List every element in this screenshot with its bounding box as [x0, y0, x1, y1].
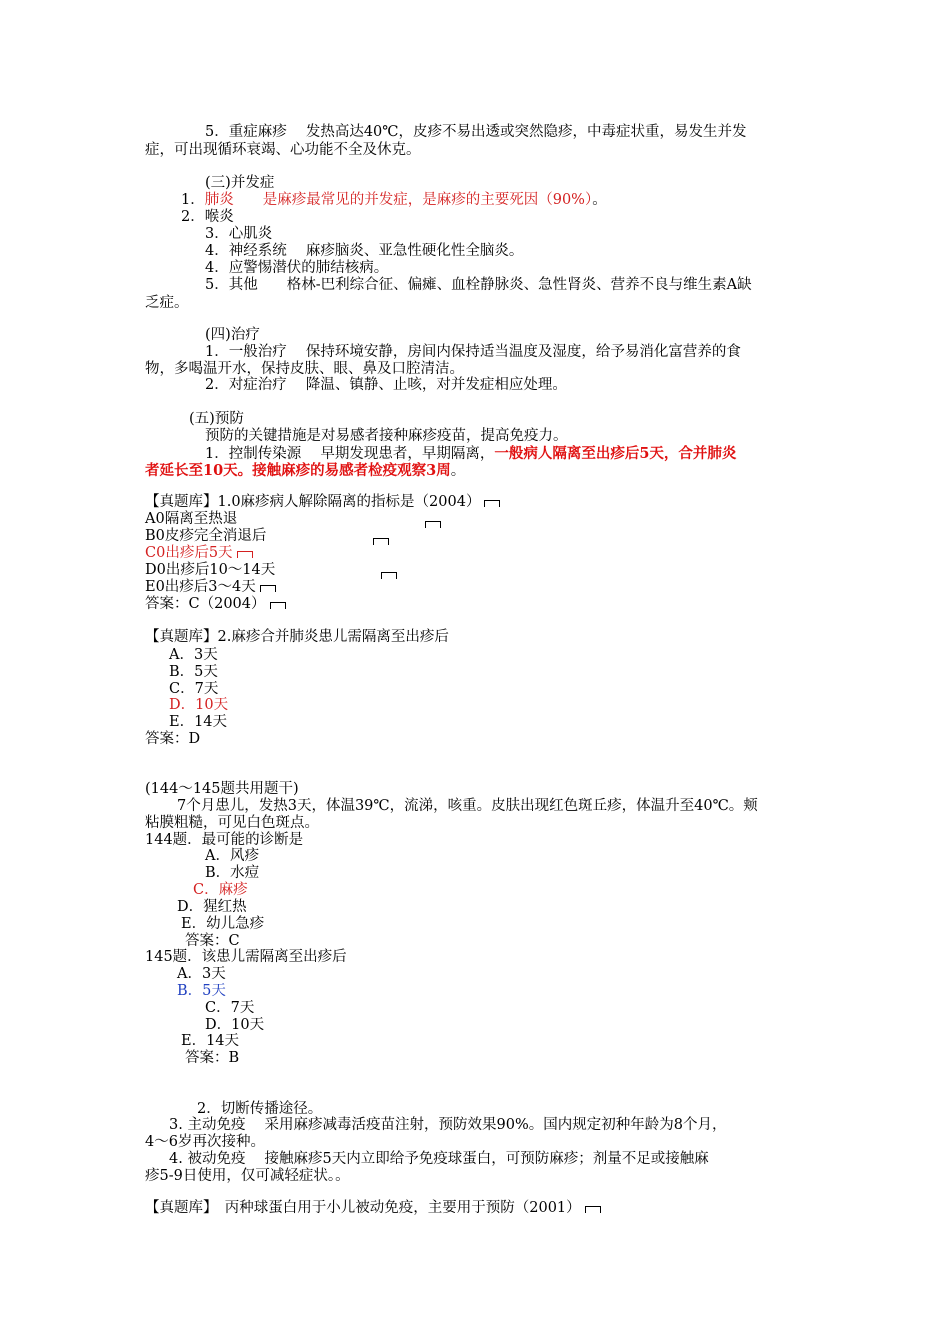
- treatment-general-line-1: 1．一般治疗 保持环境安静，房间内保持适当温度及湿度，给予易消化富营养的食: [205, 344, 741, 360]
- severe-measles-line-2: 症，可出现循环衰竭、心功能不全及休克。: [145, 142, 421, 158]
- complication-item-tuberculosis: 4．应警惕潜伏的肺结核病。: [205, 260, 389, 276]
- q144-option-a: A．风疹: [205, 848, 259, 864]
- measure-active-immunity-line-1: 3. 主动免疫 采用麻疹减毒活疫苗注射，预防效果90%。国内规定初种年龄为8个月，: [169, 1117, 727, 1133]
- q145-option-d: D．10天: [205, 1017, 265, 1033]
- field-mark-icon: [585, 1206, 601, 1213]
- q2-option-e: E．14天: [169, 714, 228, 730]
- isolation-rule-2: 者延长至10天。接触麻疹的易感者检疫观察3周: [145, 462, 451, 479]
- q145-answer: 答案：B: [185, 1050, 240, 1066]
- q2-option-b: B．5天: [169, 664, 218, 680]
- q1-option-c-text: C0出疹后5天: [145, 545, 233, 561]
- q2-option-d: D．10天: [169, 697, 229, 713]
- complication-item-nervous: 4．神经系统 麻疹脑炎、亚急性硬化性全脑炎。: [205, 243, 524, 259]
- complication-item-pneumonia: [181, 192, 607, 209]
- field-mark-icon: [237, 551, 253, 558]
- measure-passive-immunity-line-2: 疹5-9日使用，仅可减轻症状。。: [145, 1168, 350, 1184]
- prevention-control-line-2: [145, 462, 465, 480]
- q144-answer: 答案：C: [185, 933, 240, 949]
- measure-passive-immunity-line-1: 4. 被动免疫 接触麻疹5天内立即给予免疫球蛋白，可预防麻疹；剂量不足或接触麻: [169, 1151, 709, 1167]
- shared-stem-line-1: 7个月患儿，发热3天，体温39℃，流涕，咳重。皮肤出现红色斑丘疹，体温升至40℃。颊: [177, 798, 758, 814]
- q3-stem: [145, 1200, 601, 1217]
- q1-option-d: D0出疹后10～14天: [145, 562, 276, 578]
- shared-stem-title: (144～145题共用题干): [145, 781, 299, 797]
- prevention-key: 预防的关键措施是对易感者接种麻疹疫苗，提高免疫力。: [205, 428, 568, 444]
- q1-option-e: [145, 579, 276, 596]
- prevention-heading: (五)预防: [189, 411, 244, 427]
- q1-stem-text: 【真题库】1.0麻疹病人解除隔离的指标是（2004）: [145, 494, 481, 510]
- field-mark-icon: [260, 585, 276, 592]
- q145-option-b: B．5天: [177, 983, 226, 999]
- isolation-rule: 一般病人隔离至出疹后5天，合并肺炎: [494, 445, 737, 462]
- q145-stem: 145题．该患儿需隔离至出疹后: [145, 949, 347, 965]
- q2-stem: 【真题库】2.麻疹合并肺炎患儿需隔离至出疹后: [145, 629, 449, 645]
- q1-option-c: [145, 545, 253, 562]
- q2-option-c: C．7天: [169, 681, 219, 697]
- q3-stem-text: 【真题库】 丙种球蛋白用于小儿被动免疫，主要用于预防（2001）: [145, 1200, 581, 1216]
- q1-option-b: B0皮疹完全消退后: [145, 528, 267, 544]
- q1-option-a: A0隔离至热退: [145, 511, 238, 527]
- treatment-general-line-2: 物，多喝温开水，保持皮肤、眼、鼻及口腔清洁。: [145, 361, 464, 377]
- treatment-symptomatic: 2．对症治疗 降温、镇静、止咳，对并发症相应处理。: [205, 377, 567, 393]
- treatment-heading: (四)治疗: [205, 327, 260, 343]
- complication-item-myocarditis: 3．心肌炎: [205, 226, 273, 242]
- complication-item-other-line-2: 乏症。: [145, 295, 189, 311]
- q144-stem: 144题．最可能的诊断是: [145, 832, 304, 848]
- q145-option-c: C．7天: [205, 1000, 255, 1016]
- q1-option-e-text: E0出疹后3～4天: [145, 579, 256, 595]
- q144-option-d: D．猩红热: [177, 899, 247, 915]
- complications-heading: (三)并发症: [205, 175, 275, 191]
- shared-stem-line-2: 粘膜粗糙，可见白色斑点。: [145, 815, 319, 831]
- q2-option-a: A．3天: [169, 647, 218, 663]
- severe-measles-line-1: 5．重症麻疹 发热高达40℃，皮疹不易出透或突然隐疹，中毒症状重，易发生并发: [205, 124, 747, 140]
- control-end: 。: [450, 463, 466, 479]
- q144-option-c: C．麻疹: [193, 882, 248, 898]
- field-mark-icon: [381, 572, 397, 579]
- complication-item-other-line-1: 5．其他 格林-巴利综合征、偏瘫、血栓静脉炎、急性肾炎、营养不良与维生素A缺: [205, 277, 752, 293]
- q144-option-e: E．幼儿急疹: [181, 916, 265, 932]
- q144-option-b: B．水痘: [205, 865, 260, 881]
- q2-answer: 答案：D: [145, 731, 201, 747]
- q145-option-a: A．3天: [177, 966, 226, 982]
- field-mark-icon: [484, 500, 500, 507]
- control-prefix: 1．控制传染源 早期发现患者，早期隔离，: [205, 446, 495, 462]
- q145-option-e: E．14天: [181, 1033, 240, 1049]
- q1-answer: [145, 596, 286, 613]
- q1-stem: [145, 494, 500, 511]
- measure-cut-transmission: 2．切断传播途径。: [197, 1101, 323, 1117]
- item-number: 1．: [181, 192, 205, 208]
- measure-active-immunity-line-2: 4～6岁再次接种。: [145, 1134, 265, 1150]
- prevention-control-line-1: [205, 445, 736, 463]
- pneumonia-text: 肺炎 是麻疹最常见的并发症，是麻疹的主要死因（90%）: [204, 192, 593, 208]
- q1-answer-text: 答案：C（2004）: [145, 596, 266, 612]
- field-mark-icon: [373, 538, 389, 545]
- item-end: 。: [592, 192, 607, 208]
- complication-item-laryngitis: 2．喉炎: [181, 209, 234, 225]
- field-mark-icon: [425, 521, 441, 528]
- field-mark-icon: [270, 602, 286, 609]
